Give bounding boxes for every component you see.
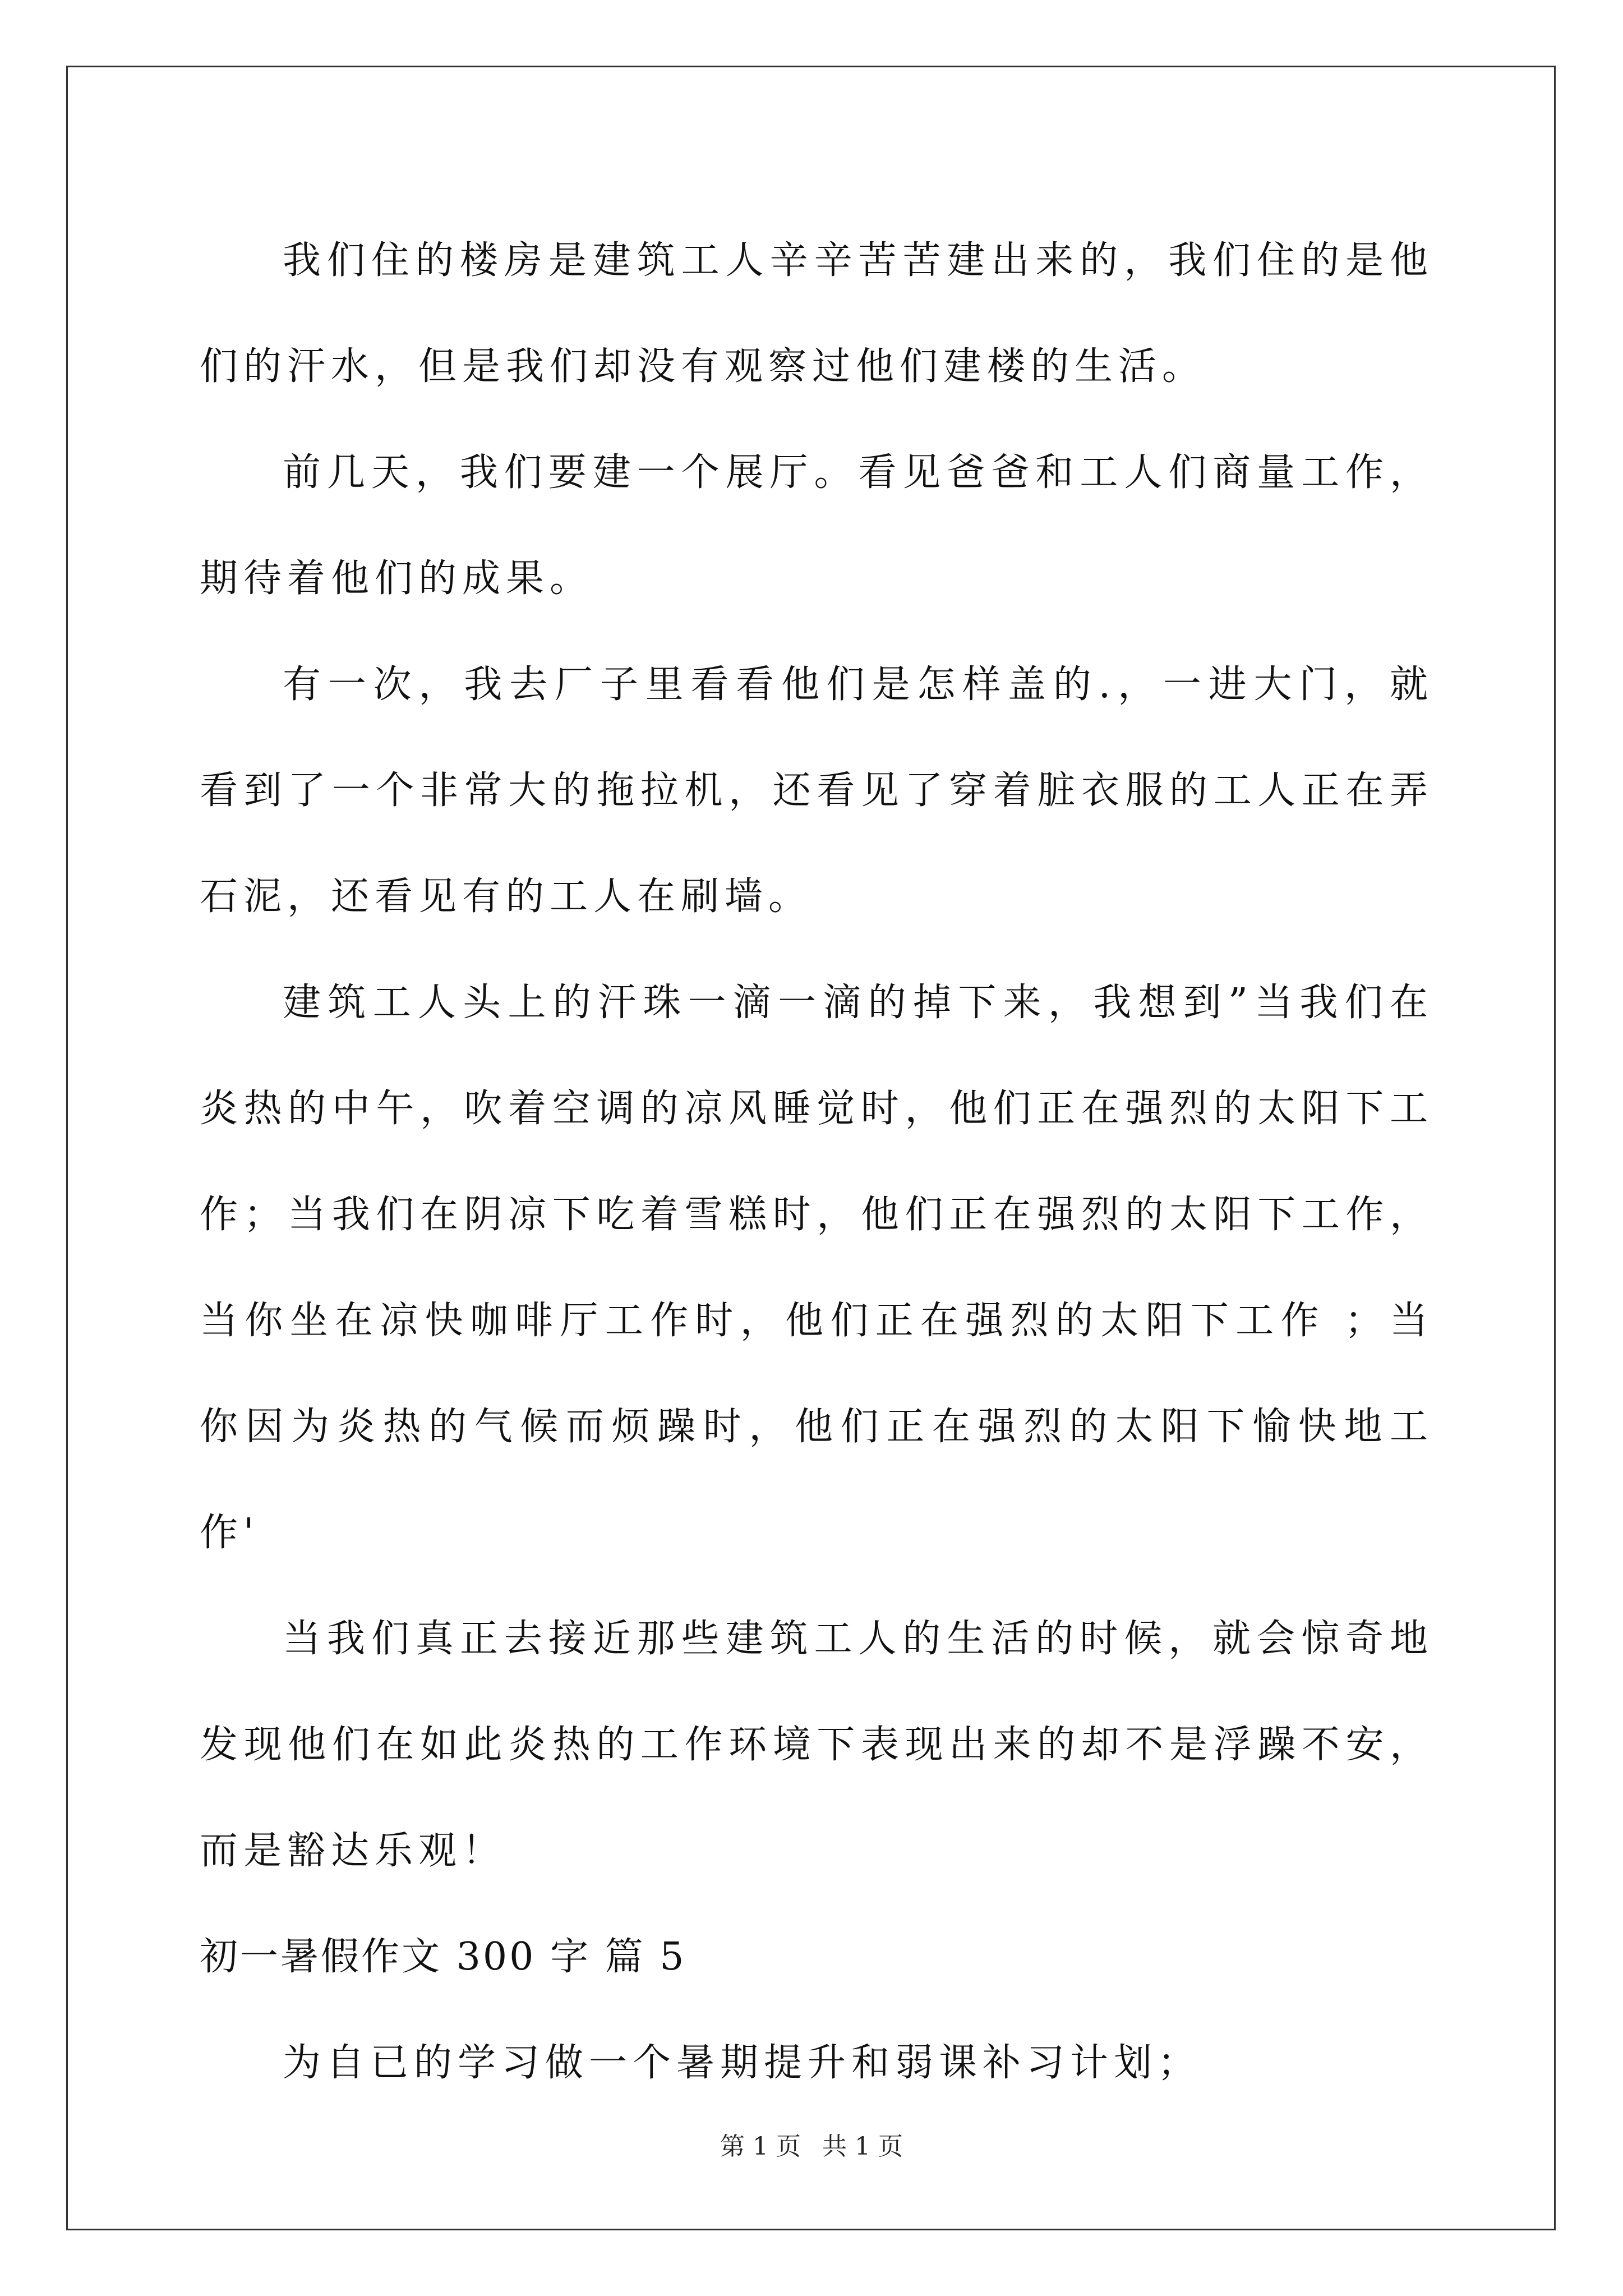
section-heading: 初一暑假作文 300 字 篇 5 [200,1935,686,1979]
paragraph-3: 有一次，我去厂子里看看他们是怎样盖的.，一进大门，就看到了一个非常大的拖拉机，还看见了穿着脏衣服的工人正在弄石泥，还看见有的工人在刷墙。 [200,662,1433,919]
document-body [200,208,1433,2116]
paragraph-6: 为自已的学习做一个暑期提升和弱课补习计划； [283,2041,1202,2085]
page-number: 第 1 页 [720,2132,801,2161]
paragraph-2: 前几天，我们要建一个展厅。看见爸爸和工人们商量工作，期待着他们的成果。 [200,450,1433,601]
page-footer [0,2126,1623,2162]
paragraph-5: 当我们真正去接近那些建筑工人的生活的时候，就会惊奇地发现他们在如此炎热的工作环境下表现出来的却不是浮躁不安，而是豁达乐观！ [200,1617,1433,1873]
page-total: 共 1 页 [822,2132,903,2161]
paragraph-1: 我们住的楼房是建筑工人辛辛苦苦建出来的，我们住的是他们的汗水，但是我们却没有观察过他们建楼的生活。 [200,238,1433,389]
paragraph-4: 建筑工人头上的汗珠一滴一滴的掉下来，我想到”当我们在炎热的中午，吹着空调的凉风睡觉时，他们正在强烈的太阳下工作；当我们在阴凉下吃着雪糕时，他们正在强烈的太阳下工作，当你坐在凉快咖啡厅工作时，他们正在强烈的太阳下工作 ；当你因为炎热的气候而烦躁时，他们正在强烈的太阳下愉快地工作' [200,981,1433,1555]
